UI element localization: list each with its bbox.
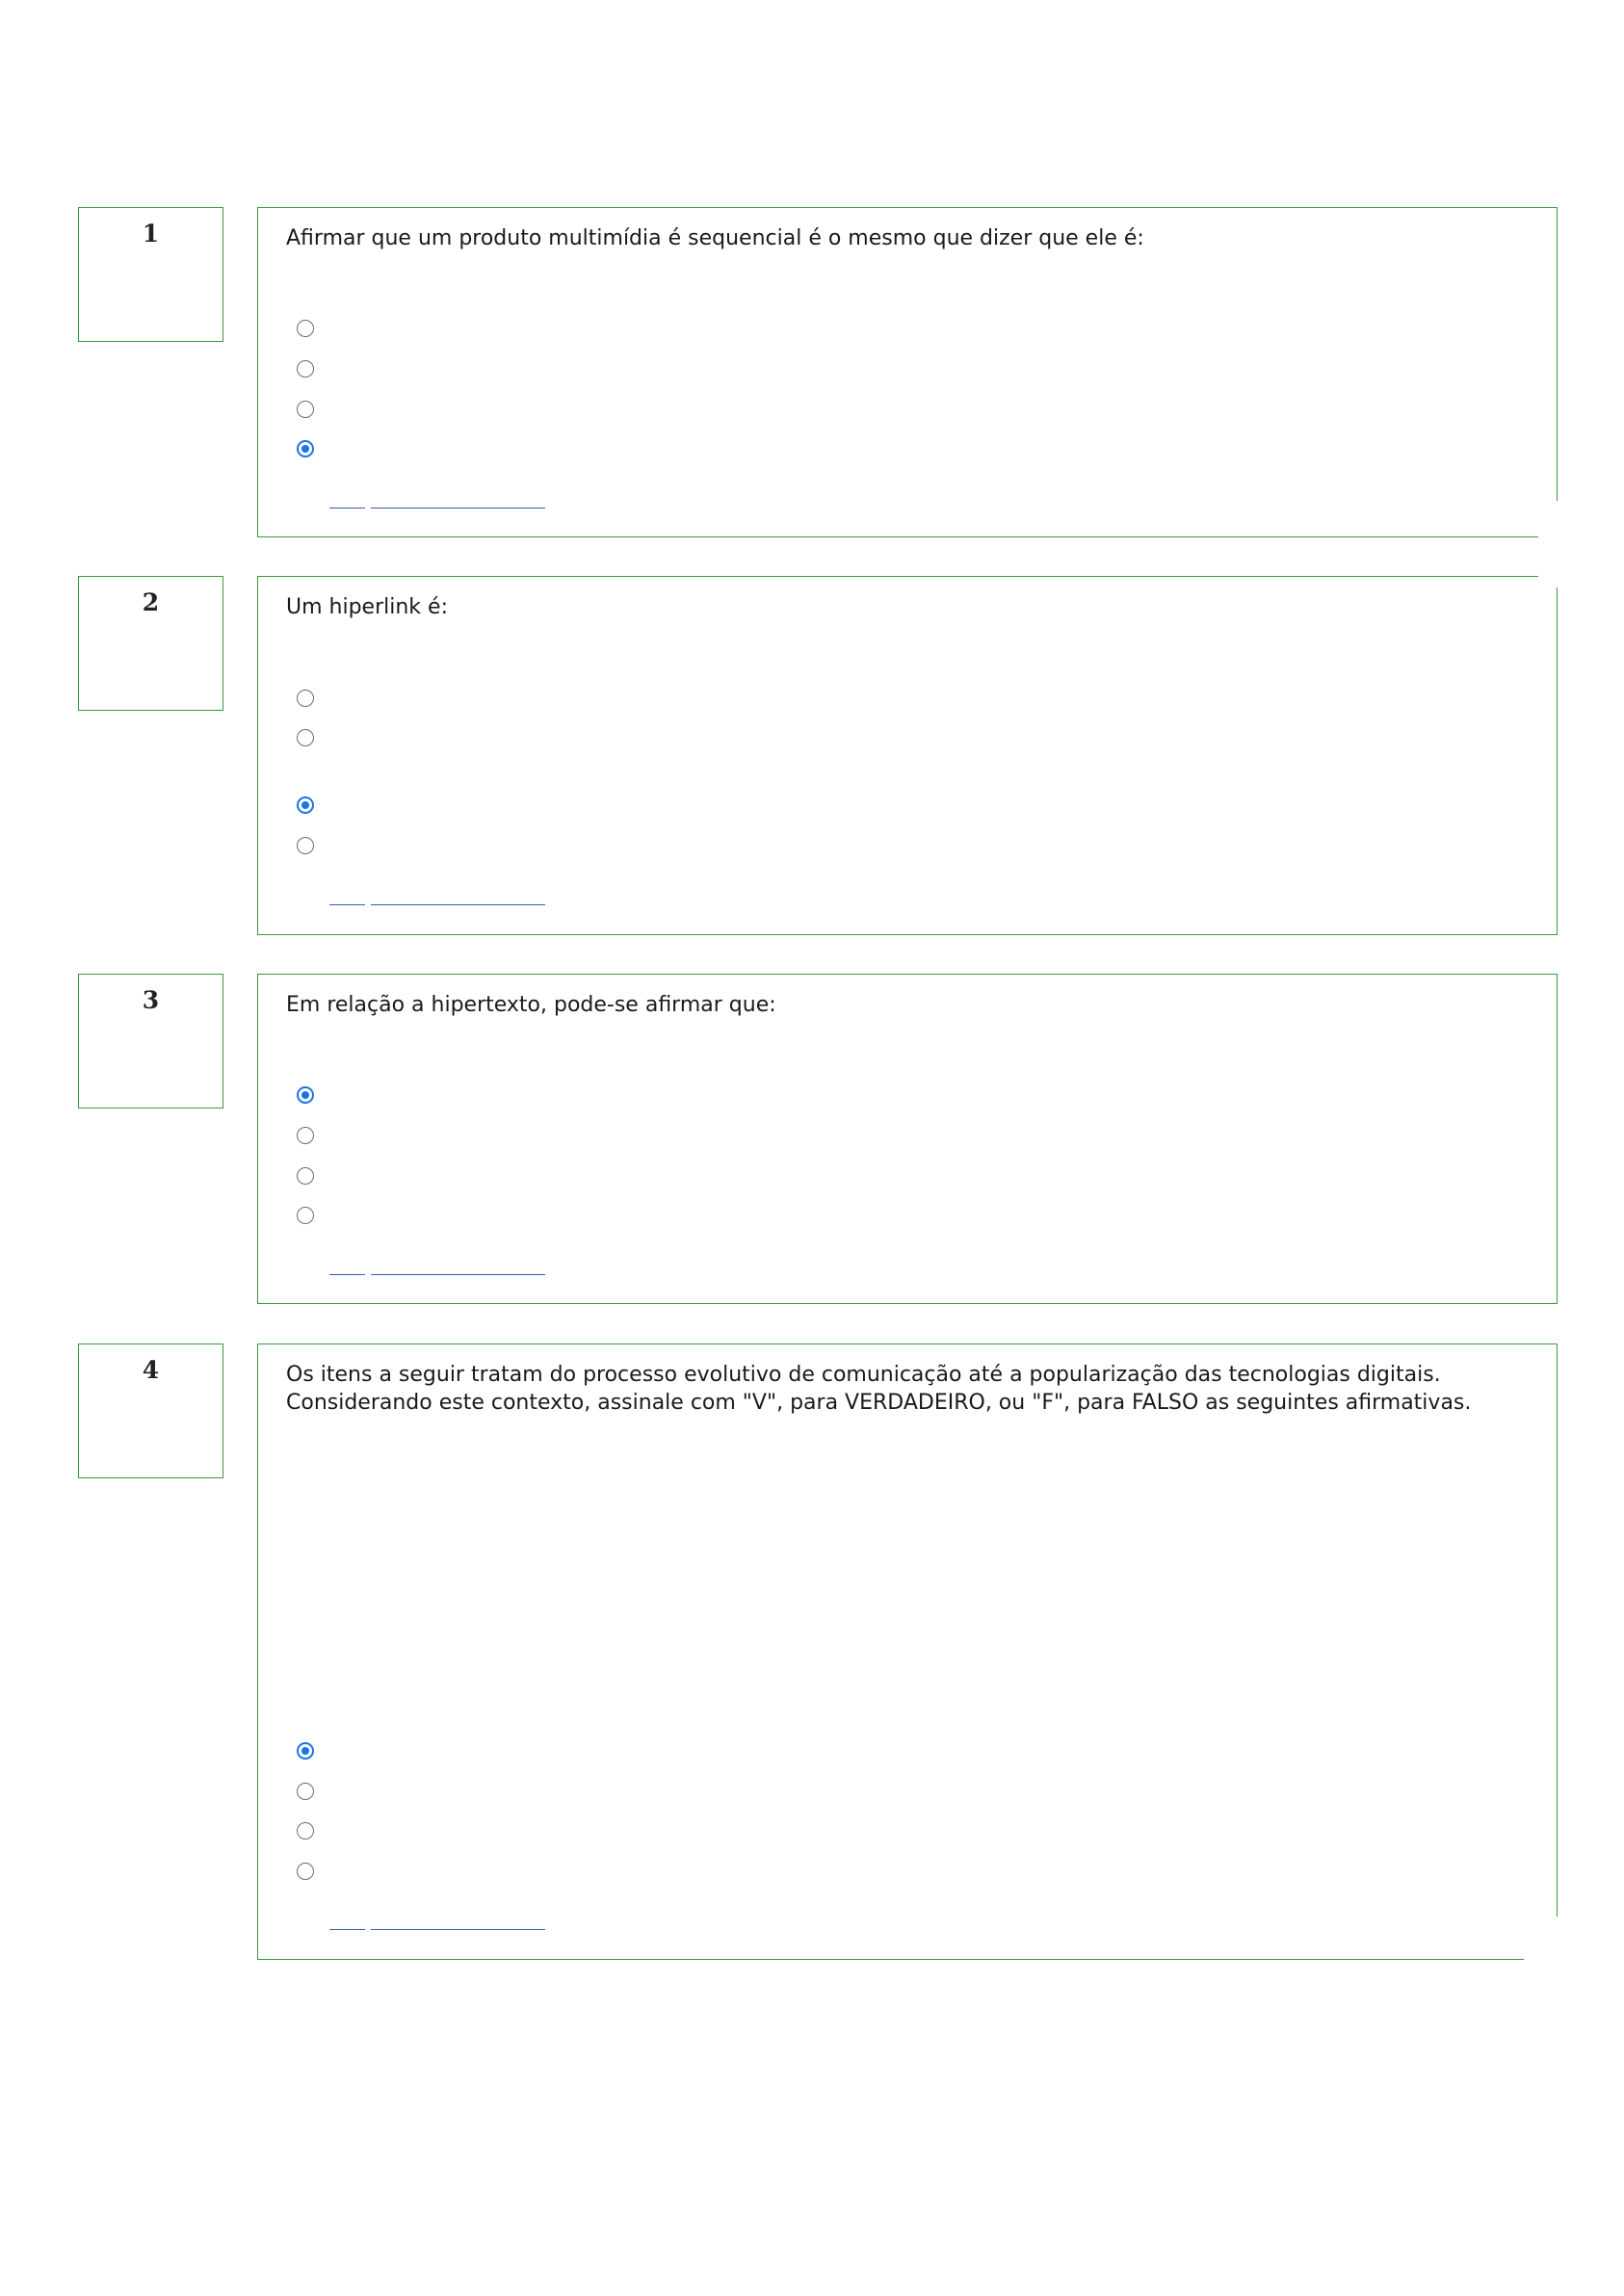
answer-option-radio[interactable] [297,401,314,418]
feedback-link-long[interactable] [371,1274,545,1275]
question-text: Em relação a hipertexto, pode-se afirmar que: [286,993,776,1017]
answer-option-radio-selected[interactable] [297,1742,314,1760]
question-number-box [78,576,223,711]
feedback-link-short[interactable] [329,1929,365,1930]
answer-option-radio[interactable] [297,320,314,337]
question-card [257,1344,1558,1960]
answer-option-radio[interactable] [297,729,314,746]
answer-option-radio-selected[interactable] [297,1086,314,1104]
answer-option-radio[interactable] [297,837,314,854]
question-number-box [78,974,223,1109]
question-number: 1 [142,220,160,248]
answer-option-radio-selected[interactable] [297,440,314,457]
answer-option-radio[interactable] [297,1167,314,1185]
answer-option-radio[interactable] [297,1127,314,1144]
answer-option-radio[interactable] [297,1822,314,1839]
answer-option-radio[interactable] [297,1783,314,1800]
feedback-link-short[interactable] [329,1274,365,1275]
border-gap [1524,1955,1562,1963]
question-number-box [78,207,223,342]
question-text: Um hiperlink é: [286,595,448,619]
question-text: Os itens a seguir tratam do processo evolutivo de comunicação até a popularização das tecnologias digitais. Considerando este contexto, assinale com "V", para VERDADEIRO, ou "F", para FALSO as seguintes afirmativas. [286,1363,1472,1415]
feedback-link-long[interactable] [371,904,545,905]
question-text: Afirmar que um produto multimídia é sequencial é o mesmo que dizer que ele é: [286,226,1144,250]
question-card [257,974,1558,1304]
feedback-link-short[interactable] [329,904,365,905]
border-gap [1538,501,1559,587]
answer-option-radio-selected[interactable] [297,796,314,814]
feedback-link-short[interactable] [329,508,365,509]
question-number: 2 [142,588,160,616]
answer-option-radio[interactable] [297,360,314,378]
question-number-box [78,1344,223,1478]
answer-option-radio[interactable] [297,1863,314,1880]
question-card [257,576,1558,935]
question-number: 3 [142,986,160,1014]
question-card [257,207,1558,537]
question-number: 4 [142,1356,160,1384]
answer-option-radio[interactable] [297,690,314,707]
feedback-link-long[interactable] [371,1929,545,1930]
feedback-link-long[interactable] [371,508,545,509]
answer-option-radio[interactable] [297,1207,314,1224]
